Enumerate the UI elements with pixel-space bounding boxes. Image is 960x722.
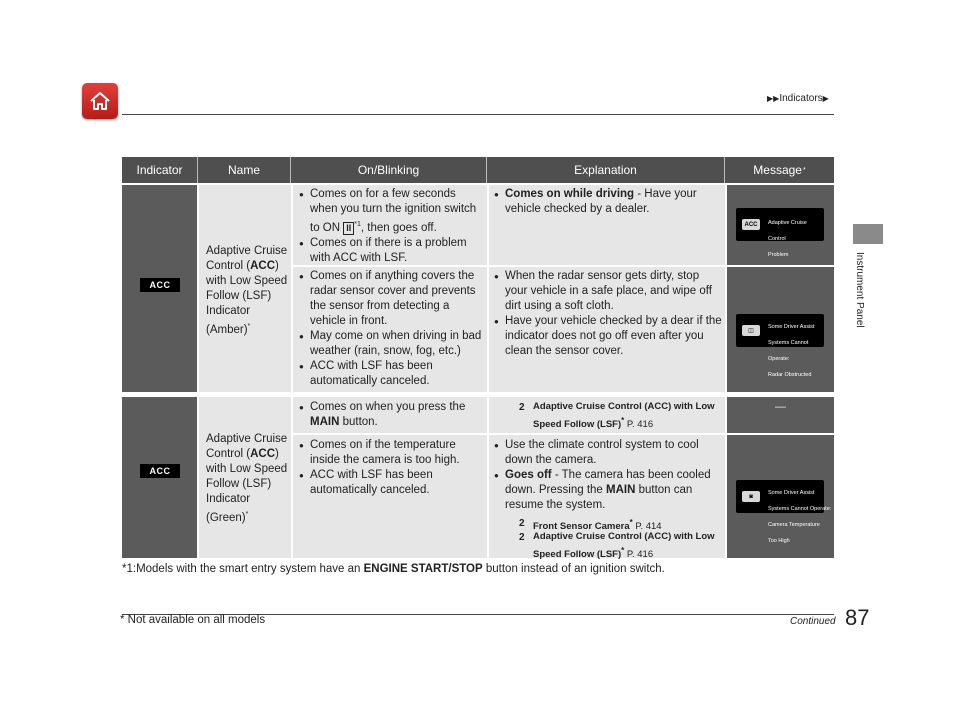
indicator-name: Adaptive Cruise Control (ACC) with Low Speed Follow (LSF) Indicator (Green)*	[206, 433, 288, 524]
explanation-cell	[489, 185, 725, 265]
on-blinking-cell	[293, 435, 487, 558]
acc-problem-message: ACC Adaptive Cruise Control Problem	[736, 208, 824, 241]
list-item: ● ACC with LSF has been automatically canceled.	[298, 359, 486, 389]
acc-amber-indicator-icon: ACC	[140, 278, 180, 292]
indicator-cell-amber	[122, 185, 197, 392]
list-item: ● Use the climate control system to cool down the camera.	[493, 438, 719, 468]
indicator-cell-green	[122, 397, 197, 558]
list-item: ● Comes on if there is a problem with ACC with LSF.	[298, 236, 486, 266]
list-item: ● ACC with LSF has been automatically canceled.	[298, 468, 486, 498]
cross-reference-link[interactable]: 2 Front Sensor Camera* P. 414	[519, 518, 662, 533]
section-tab[interactable]	[853, 224, 883, 244]
list-item: ● Have your vehicle checked by a dear if the indicator does not go off even after you clean the sensor cover.	[493, 314, 723, 359]
radar-obstructed-message: ◫ Some Driver Assist Systems Cannot Operate: Radar Obstructed	[736, 314, 824, 347]
camera-icon: ◙	[742, 491, 760, 502]
message-cell	[727, 267, 834, 392]
home-button[interactable]	[82, 83, 118, 119]
reference-arrow-icon: 2	[519, 532, 525, 543]
message-cell	[727, 185, 834, 265]
message-cell	[727, 435, 834, 558]
on-blinking-cell	[293, 267, 487, 392]
reference-arrow-icon: 2	[519, 518, 525, 529]
breadcrumb-arrow-icon: ▶	[822, 94, 829, 103]
on-blinking-cell	[293, 185, 487, 265]
cross-reference-link[interactable]: 2 Adaptive Cruise Control (ACC) with Low Speed Follow (LSF)* P. 416	[519, 531, 715, 561]
list-item: ● When the radar sensor gets dirty, stop your vehicle in a safe place, and wipe off dirt using a soft cloth.	[493, 269, 723, 314]
header-indicator: Indicator	[122, 157, 198, 183]
acc-icon: ACC	[742, 219, 760, 230]
availability-note: * Not available on all models	[120, 614, 266, 626]
footnote: *1:Models with the smart entry system have an ENGINE START/STOP button instead of an ignition switch.	[122, 563, 665, 575]
header-divider	[122, 114, 834, 115]
table-header	[122, 157, 834, 183]
ignition-position-icon: II	[343, 222, 354, 235]
camera-temperature-message: ◙ Some Driver Assist Systems Cannot Operate: Camera Temperature Too High	[736, 480, 824, 513]
acc-green-indicator-icon: ACC	[140, 464, 180, 478]
explanation-cell	[489, 397, 725, 433]
on-blinking-cell	[293, 397, 487, 433]
header-on-blinking: On/Blinking	[291, 157, 487, 183]
breadcrumb-arrow-icon: ▶▶	[767, 94, 780, 103]
list-item: ● Goes off - The camera has been cooled down. Pressing the MAIN button can resume the system.	[493, 468, 719, 513]
explanation-cell	[489, 435, 725, 561]
name-cell-amber	[199, 185, 291, 392]
header-message: Message *	[753, 163, 806, 177]
section-label: Instrument Panel	[854, 252, 865, 328]
home-icon	[88, 90, 112, 112]
list-item: ● Comes on if anything covers the radar sensor cover and prevents the sensor from detecting a vehicle in front.	[298, 269, 486, 329]
breadcrumb-label: Indicators	[779, 93, 823, 104]
list-item: ● May come on when driving in bad weather (rain, snow, fog, etc.)	[298, 329, 486, 359]
continued-label: Continued	[790, 616, 836, 627]
radar-sensor-icon: ◫	[742, 325, 760, 336]
breadcrumb[interactable]	[767, 93, 829, 104]
name-cell-green	[199, 397, 291, 558]
list-item: ● Comes on while driving - Have your vehicle checked by a dealer.	[493, 187, 719, 217]
reference-arrow-icon: 2	[519, 402, 525, 413]
list-item: ● Comes on if the temperature inside the camera is too high.	[298, 438, 486, 468]
no-message-dash: —	[775, 401, 786, 413]
explanation-cell	[489, 267, 725, 392]
header-name: Name	[198, 157, 291, 183]
header-explanation: Explanation	[487, 157, 725, 183]
list-item: ● Comes on when you press the MAIN button.	[298, 400, 486, 430]
list-item: ● Comes on for a few seconds when you turn the ignition switch to ON II $^{*1}$, then goes off.	[298, 187, 486, 236]
message-cell	[727, 397, 834, 433]
indicator-name: Adaptive Cruise Control (ACC) with Low Speed Follow (LSF) Indicator (Amber)*	[206, 245, 288, 336]
cross-reference-link[interactable]: 2 Adaptive Cruise Control (ACC) with Low Speed Follow (LSF)* P. 416	[519, 401, 715, 431]
page-number: 87	[845, 605, 870, 630]
